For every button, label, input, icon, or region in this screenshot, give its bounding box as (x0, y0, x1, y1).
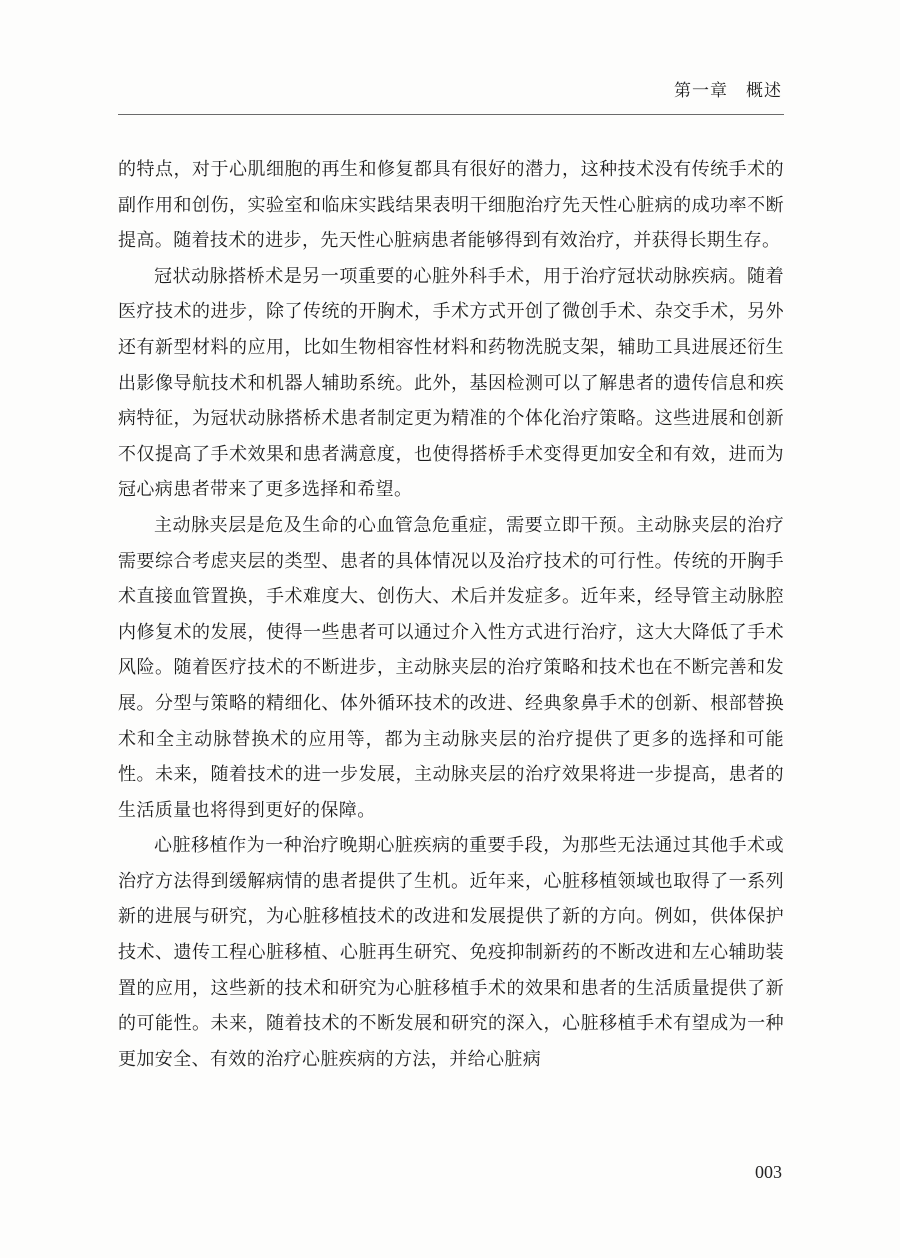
paragraph-stem-cell-continued: 的特点，对于心肌细胞的再生和修复都具有很好的潜力，这种技术没有传统手术的副作用和创伤，实验室和临床实践结果表明干细胞治疗先天性心脏病的成功率不断提高。随着技术的进步，先天性心脏病患者能够得到有效治疗，并获得长期生存。 (118, 159, 784, 252)
page-number: 003 (755, 1162, 782, 1182)
paragraph-coronary-bypass: 冠状动脉搭桥术是另一项重要的心脏外科手术，用于治疗冠状动脉疾病。随着医疗技术的进步，除了传统的开胸术，手术方式开创了微创手术、杂交手术，另外还有新型材料的应用，比如生物相容性材料和药物洗脱支架，辅助工具进展还衍生出影像导航技术和机器人辅助系统。此外，基因检测可以了解患者的遗传信息和疾病特征，为冠状动脉搭桥术患者制定更为精准的个体化治疗策略。这些进展和创新不仅提高了手术效果和患者满意度，也使得搭桥手术变得更加安全和有效，进而为冠心病患者带来了更多选择和希望。 (118, 265, 784, 501)
paragraph-aortic-dissection: 主动脉夹层是危及生命的心血管急危重症，需要立即干预。主动脉夹层的治疗需要综合考虑夹层的类型、患者的具体情况以及治疗技术的可行性。传统的开胸手术直接血管置换，手术难度大、创伤大、术后并发症多。近年来，经导管主动脉腔内修复术的发展，使得一些患者可以通过介入性方式进行治疗，这大大降低了手术风险。随着医疗技术的不断进步，主动脉夹层的治疗策略和技术也在不断完善和发展。分型与策略的精细化、体外循环技术的改进、经典象鼻手术的创新、根部替换术和全主动脉替换术的应用等，都为主动脉夹层的治疗提供了更多的选择和可能性。未来，随着技术的进一步发展，主动脉夹层的治疗效果将进一步提高，患者的生活质量也将得到更好的保障。 (118, 514, 784, 821)
header-divider (118, 114, 784, 115)
running-header-chapter: 第一章 概述 (674, 81, 782, 101)
body-text (118, 152, 784, 1077)
paragraph-heart-transplant: 心脏移植作为一种治疗晚期心脏疾病的重要手段，为那些无法通过其他手术或治疗方法得到缓解病情的患者提供了生机。近年来，心脏移植领域也取得了一系列新的进展与研究，为心脏移植技术的改进和发展提供了新的方向。例如，供体保护技术、遗传工程心脏移植、心脏再生研究、免疫抑制新药的不断改进和左心辅助装置的应用，这些新的技术和研究为心脏移植手术的效果和患者的生活质量提供了新的可能性。未来，随着技术的不断发展和研究的深入，心脏移植手术有望成为一种更加安全、有效的治疗心脏疾病的方法，并给心脏病 (118, 835, 784, 1070)
